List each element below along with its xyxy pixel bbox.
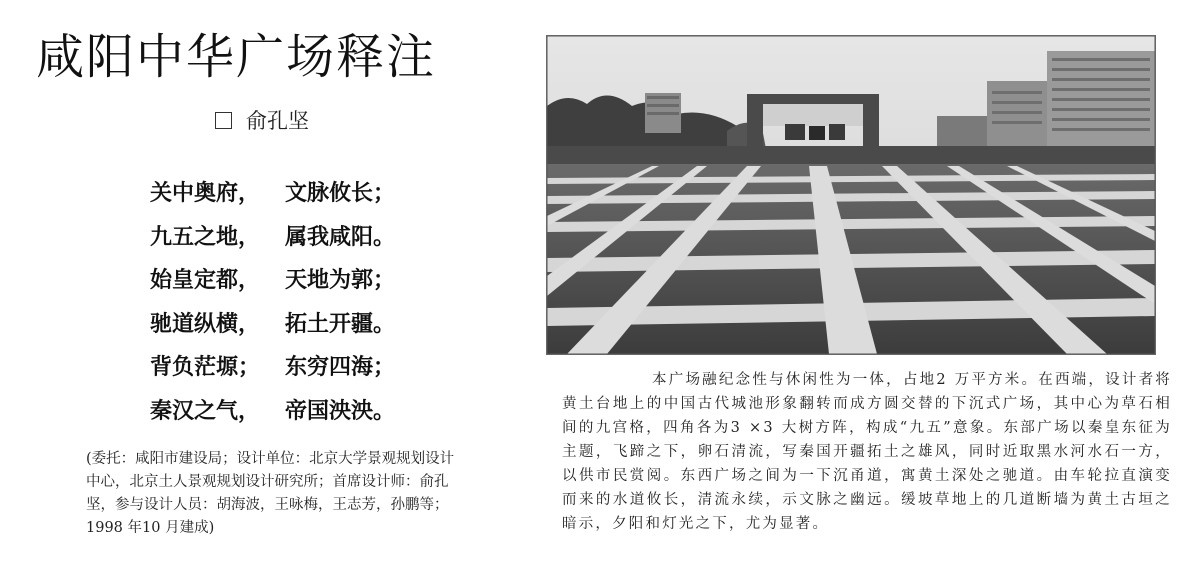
square-bullet-icon [215,112,232,129]
poem-phrase-first: 驰道纵横， [150,311,261,337]
poem-phrase-second: 拓土开疆。 [285,311,396,337]
credits: (委托：咸阳市建设局；设计单位：北京大学景观规划设计中心，北京土人景观规划设计研究所；首席设计师：俞孔坚，参与设计人员：胡海波，王咏梅，王志芳，孙鹏等；1998 年10 月建成) [86,451,455,536]
poem-line [150,307,395,351]
photo-caption: 本广场融纪念性与休闲性为一体，占地2 万平方米。在西端，设计者将黄土台地上的中国古代城池形象翻转而成方圆交替的下沉式广场，其中心为草石相间的九宫格，四角各为3 ×3 大树方阵，构成“九五”意象。东部广场以秦皇东征为主题，飞蹄之下，卵石清流，写秦国开疆拓土之雄风，同时近取黑水河水石一方，以供市民赏阅。东西广场之间为一下沉甬道，寓黄土深处之驰道。由车轮拉直演变而来的水道攸长，清流永续，示文脉之幽远。缓坡草地上的几道断墙为黄土古垣之暗示，夕阳和灯光之下，尤为显著。 [562,372,1172,532]
poem-phrase-first: 关中奥府， [150,181,261,206]
poem-phrase-first: 九五之地， [150,224,261,250]
poem-phrase-first: 秦汉之气， [150,398,261,424]
poem-line [150,394,395,438]
poem-line [150,176,395,220]
plaza-photo [546,35,1156,355]
byline [215,105,309,135]
poem-phrase-second: 属我咸阳。 [285,224,396,250]
poem-phrase-second: 天地为郭； [285,268,396,293]
article-title: 咸阳中华广场释注 [36,29,437,85]
poem-phrase-second: 文脉攸长； [285,181,396,206]
poem-line [150,220,395,264]
poem-line [150,263,395,307]
poem-phrase-second: 东穷四海； [285,355,396,380]
poem-line [150,350,395,394]
poem-phrase-second: 帝国泱泱。 [285,398,396,424]
author-name: 俞孔坚 [246,109,309,133]
poem [150,176,395,437]
poem-phrase-first: 背负茫塬； [150,355,261,380]
poem-phrase-first: 始皇定都， [150,268,261,293]
